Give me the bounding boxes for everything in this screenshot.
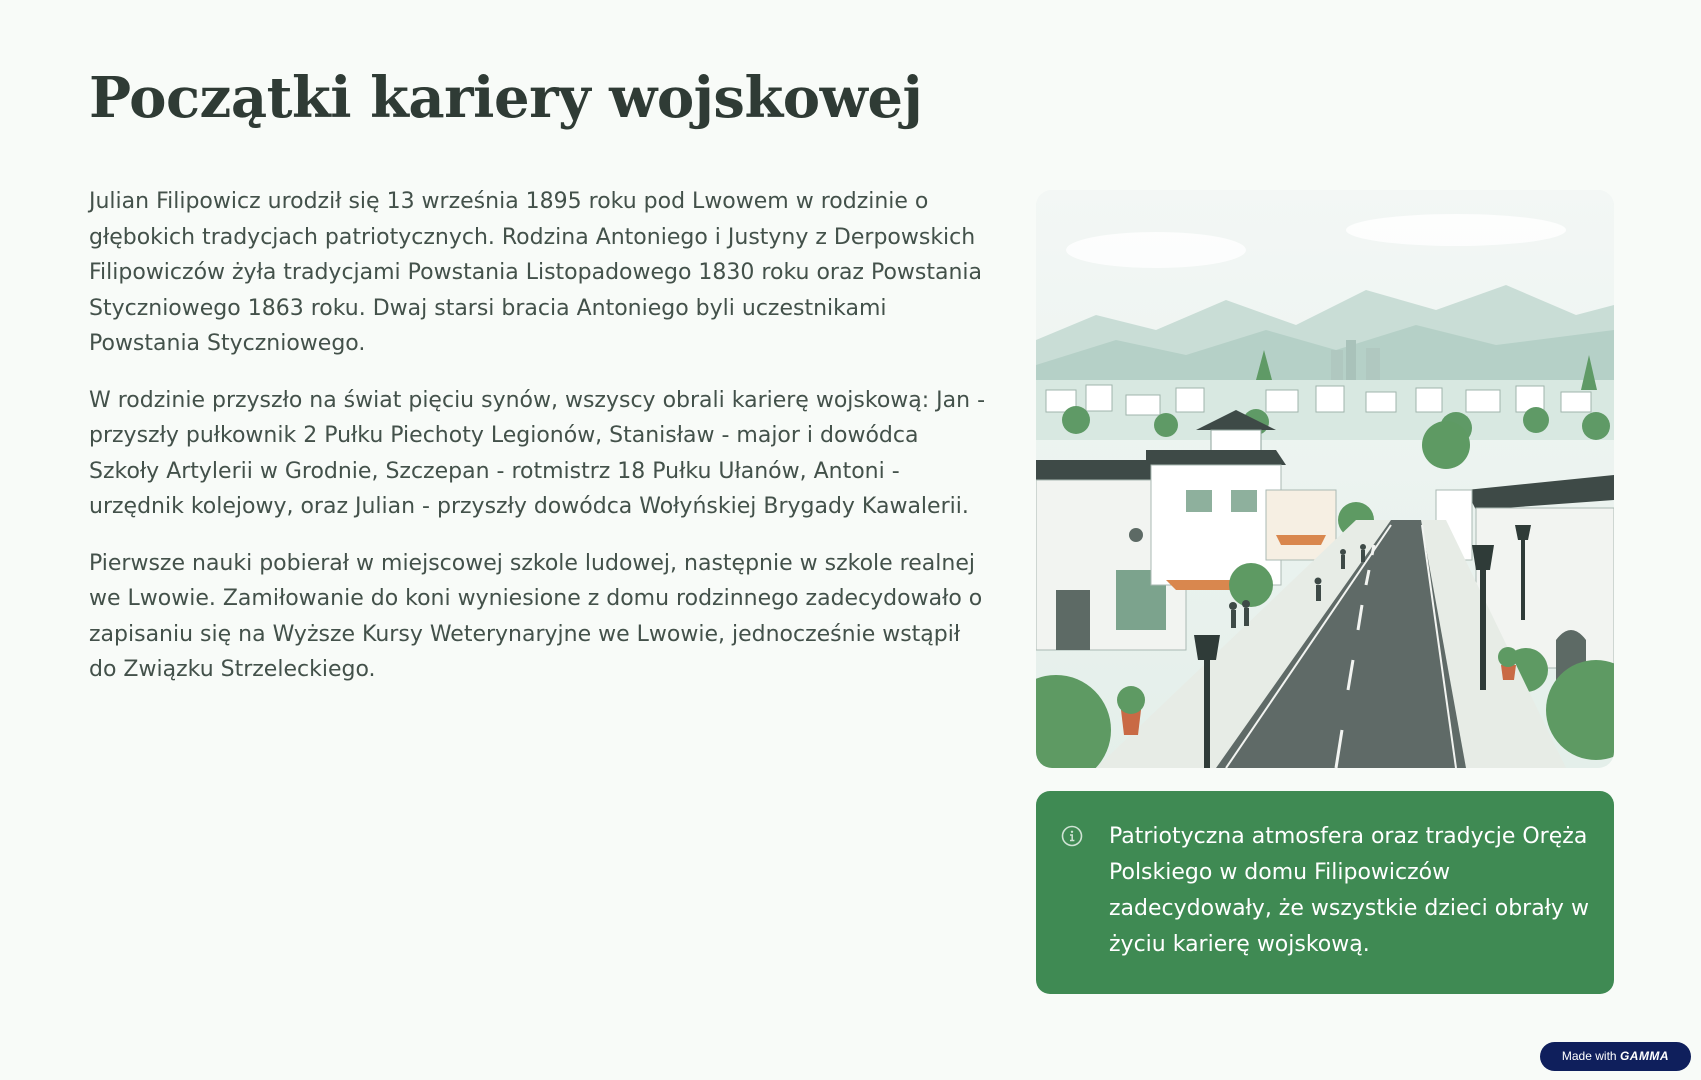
paragraph-education: Pierwsze nauki pobierał w miejscowej szkole ludowej, następnie w szkole realnej we Lwowie. Zamiłowanie do koni wyniesione z domu rodzinnego zadecydowało o zapisaniu się na Wyższe Kursy Weterynaryjne we Lwowie, jednocześnie wstąpił do Związku Strzeleckiego. <box>89 550 983 682</box>
paragraph-family-tradition: Julian Filipowicz urodził się 13 września 1895 roku pod Lwowem w rodzinie o głębokich tradycjach patriotycznych. Rodzina Antoniego i Justyny z Derpowskich Filipowiczów żyła tradycjami Powstania Listopadowego 1830 roku oraz Powstania Styczniowego 1863 roku. Dwaj starsi bracia Antoniego byli uczestnikami Powstania Styczniowego. <box>89 189 983 356</box>
town-street-illustration <box>1036 190 1614 768</box>
page-title: Początki kariery wojskowej <box>89 65 923 131</box>
badge-prefix: Made with <box>1561 1049 1617 1063</box>
info-callout <box>1036 791 1614 994</box>
callout-text: Patriotyczna atmosfera oraz tradycje Oręża Polskiego w domu Filipowiczów zadecydowały, że wszystkie dzieci obrały w życiu karierę wojskową. <box>1109 824 1589 957</box>
paragraph-five-sons: W rodzinie przyszło na świat pięciu synów, wszyscy obrali karierę wojskową: Jan - przyszły pułkownik 2 Pułku Piechoty Legionów, Stanisław - major i dowódca Szkoły Artylerii w Grodnie, Szczepan - rotmistrz 18 Pułku Ułanów, Antoni - urzędnik kolejowy, oraz Julian - przyszły dowódca Wołyńskiej Brygady Kawalerii. <box>89 387 986 519</box>
made-with-gamma-badge[interactable] <box>1540 1042 1691 1071</box>
info-icon <box>1061 825 1083 847</box>
badge-brand: GAMMA <box>1619 1049 1670 1063</box>
body-text <box>89 184 994 709</box>
